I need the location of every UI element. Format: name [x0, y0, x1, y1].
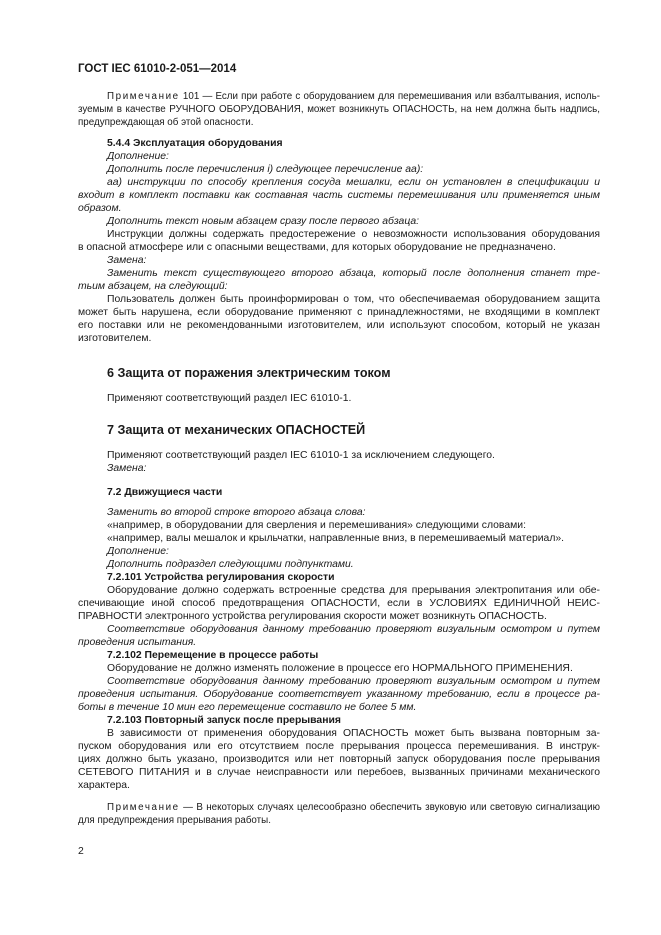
item-aa-line-1: аа) инструкции по способу крепления сосуда мешалки, если он установлен в спецификации и: [107, 177, 600, 188]
section-7-text: Применяют соответствующий раздел IEC 61010-1 за исключением следующего.: [107, 450, 495, 461]
section-6-title: 6 Защита от поражения электрическим током: [107, 366, 391, 380]
restart-line-2: пуском оборудования или его отсутствием после прерывания процесса перемешивания. В инструк-: [78, 741, 600, 752]
speed-control-compliance-2: проведения испытания.: [78, 637, 197, 648]
user-info-line-1: Пользователь должен быть проинформирован о том, что обеспечиваемая оборудованием защита: [107, 294, 600, 305]
section-7-2-101-title: 7.2.101 Устройства регулирования скорости: [107, 572, 335, 583]
movement-line-1: Оборудование не должно изменять положение в процессе его НОРМАЛЬНОГО ПРИМЕНЕНИЯ.: [107, 663, 573, 674]
addition-instruction: Дополнить после перечисления i) следующее перечисление аа):: [107, 164, 424, 175]
addition-label: Дополнение:: [107, 151, 169, 162]
restart-line-3: циях должно быть указано, производится или нет повторный запуск оборудования после прерывания: [78, 754, 600, 765]
restart-line-5: характера.: [78, 780, 130, 791]
section-5-4-4-title: 5.4.4 Эксплуатация оборудования: [107, 138, 283, 149]
note-101-line-1: Примечание 101 — Если при работе с оборудованием для перемешивания или взбалтывания, исполь-: [107, 91, 600, 102]
note-end-label: Примечание: [107, 802, 180, 813]
item-aa-line-2: входит в комплект поставки как составная часть системы перемешивания или применяется иным: [78, 190, 600, 201]
replacement-label: Замена:: [107, 255, 147, 266]
replacement-line-1: Заменить текст существующего второго абзаца, который после дополнения станет тре-: [107, 268, 600, 279]
section-7-2-title: 7.2 Движущиеся части: [107, 487, 223, 498]
restart-line-1: В зависимости от применения оборудования ОПАСНОСТЬ может быть вызвана повторным за-: [107, 728, 600, 739]
note-end-line-1: Примечание — В некоторых случаях целесообразно обеспечить звуковую или световую сигнализацию: [107, 802, 600, 813]
section-7-2-addition-label: Дополнение:: [107, 546, 169, 557]
restart-line-4: СЕТЕВОГО ПИТАНИЯ и в случае неисправности или перебоев, вызванных причинами механического: [78, 767, 600, 778]
note-101-line-2: зуемым в качестве РУЧНОГО ОБОРУДОВАНИЯ, может возникнуть ОПАСНОСТЬ, на нем должна быть надпись,: [78, 104, 600, 115]
section-7-2-addition-text: Дополнить подраздел следующими подпунктами.: [107, 559, 354, 570]
item-aa-line-3: образом.: [78, 203, 122, 214]
addition-text-instruction: Дополнить текст новым абзацем сразу после первого абзаца:: [107, 216, 420, 227]
speed-control-line-3: ПРАВНОСТИ электронного устройства регулирования скорости может возникнуть ОПАСНОСТЬ.: [78, 611, 547, 622]
instructions-line-2: в опасной атмосфере или с опасными веществами, для которых оборудование не предназначено.: [78, 242, 556, 253]
movement-compliance-3: боты в течение 10 мин его перемещение составило не более 5 мм.: [78, 702, 417, 713]
page-number: 2: [78, 846, 84, 857]
note-end-line-2: для предупреждения прерывания работы.: [78, 815, 271, 826]
user-info-line-3: его поставки или не рекомендованными изготовителем, или используют способом, который не указан: [78, 320, 600, 331]
note-101-line-3: предупреждающая об этой опасности.: [78, 117, 254, 128]
section-7-title: 7 Защита от механических ОПАСНОСТЕЙ: [107, 423, 366, 437]
speed-control-compliance-1: Соответствие оборудования данному требованию проверяют визуальным осмотром и путем: [107, 624, 600, 635]
section-7-2-102-title: 7.2.102 Перемещение в процессе работы: [107, 650, 319, 661]
user-info-line-2: может быть нарушена, если оборудование применяют с принадлежностями, не входящими в комплект: [78, 307, 600, 318]
user-info-line-4: изготовителем.: [78, 333, 152, 344]
note-label: Примечание: [107, 91, 180, 102]
quote-replacement: «например, валы мешалок и крыльчатки, направленные вниз, в перемешиваемый материал».: [107, 533, 565, 544]
quote-original: «например, в оборудовании для сверления и перемешивания» следующими словами:: [107, 520, 526, 531]
replacement-line-2: тьим абзацем, на следующий:: [78, 281, 228, 292]
speed-control-line-2: спечивающие иной способ предотвращения ОПАСНОСТИ, если в УСЛОВИЯХ ЕДИНИЧНОЙ НЕИС-: [78, 598, 600, 609]
section-7-2-103-title: 7.2.103 Повторный запуск после прерывания: [107, 715, 341, 726]
document-header: ГОСТ IEC 61010-2-051—2014: [78, 63, 237, 75]
speed-control-line-1: Оборудование должно содержать встроенные средства для прерывания электропитания или обе-: [107, 585, 600, 596]
section-6-text: Применяют соответствующий раздел IEC 61010-1.: [107, 393, 352, 404]
replace-words-instruction: Заменить во второй строке второго абзаца слова:: [107, 507, 366, 518]
section-7-replacement-label: Замена:: [107, 463, 147, 474]
instructions-line-1: Инструкции должны содержать предостережение о невозможности использования оборудования: [107, 229, 600, 240]
movement-compliance-1: Соответствие оборудования данному требованию проверяют визуальным осмотром и путем: [107, 676, 600, 687]
movement-compliance-2: проведения испытания. Оборудование соответствует указанному требованию, если в процессе ра-: [78, 689, 600, 700]
